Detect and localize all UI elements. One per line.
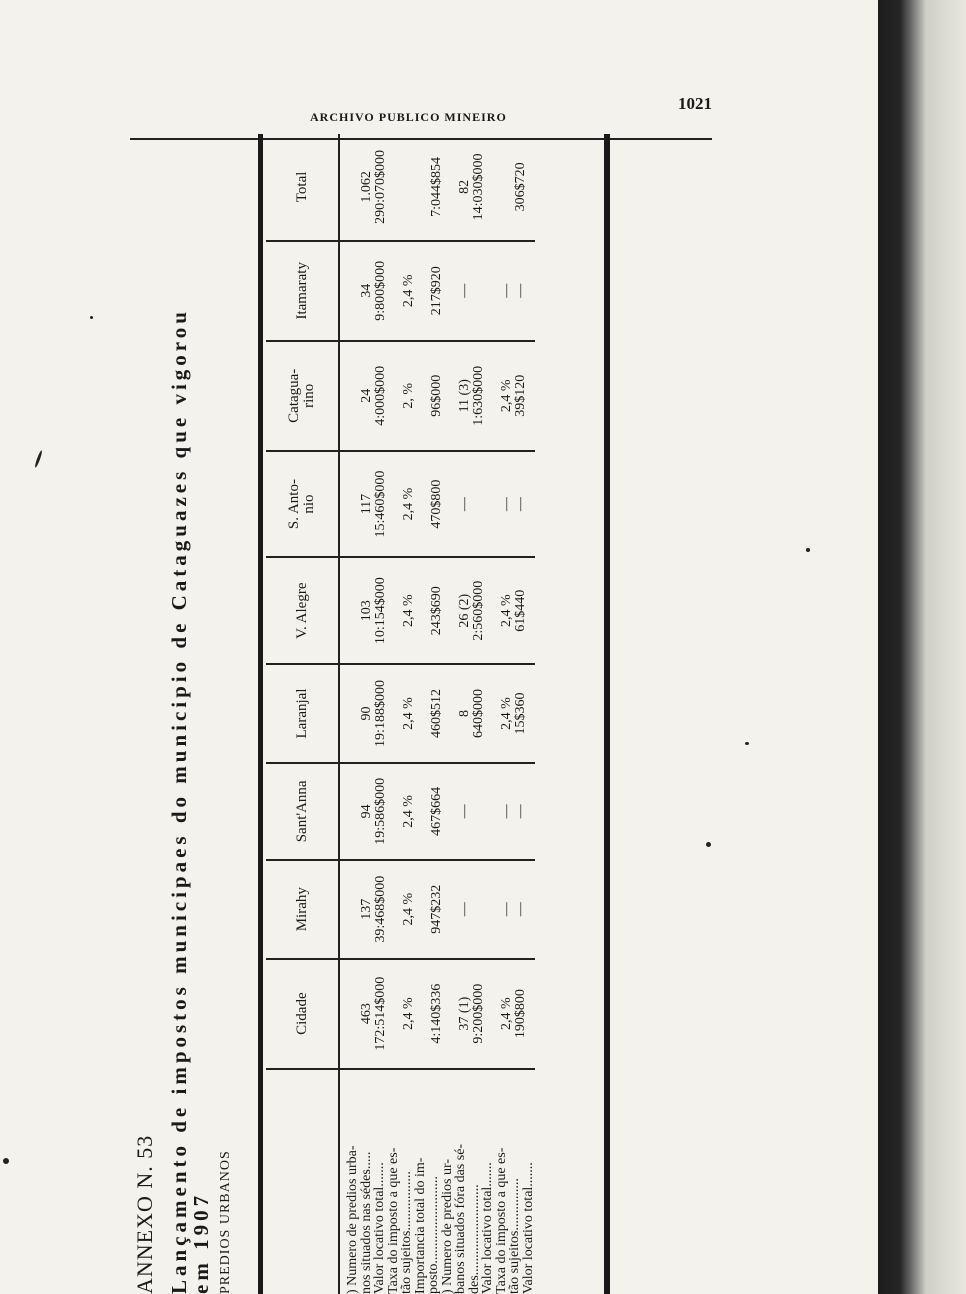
- table-cell: 2,4 %: [401, 892, 416, 926]
- spacer: [346, 244, 360, 338]
- column-laranjal: [339, 664, 535, 763]
- table-cell: 2, %: [401, 382, 416, 409]
- spacer: [486, 454, 500, 555]
- table-cell: —: [457, 283, 472, 298]
- table-cell: 4:000$000: [373, 365, 388, 426]
- column-mirahy: [339, 860, 535, 959]
- table-cell: 217$920: [429, 266, 444, 316]
- spacer: [486, 560, 500, 661]
- table-cell: [472, 454, 486, 555]
- table-cell: 15$360: [513, 692, 528, 735]
- table-cell: [472, 766, 486, 857]
- table-cell: 2,4 %: [401, 997, 416, 1030]
- table-cell: 2,4 %: [401, 697, 416, 730]
- table-cell: 947$232: [429, 884, 444, 934]
- spacer: [486, 962, 500, 1066]
- ink-speck: [90, 316, 93, 319]
- table-cell: 463: [359, 1003, 374, 1025]
- table-cell: 9:800$000: [373, 260, 388, 321]
- rotated-content: [60, 134, 810, 1294]
- running-title: ARCHIVO PUBLICO MINEIRO: [310, 110, 507, 124]
- table-cell: 2,4 %: [401, 487, 416, 521]
- col-header: Sant'Anna: [266, 763, 339, 860]
- spacer: [486, 136, 500, 238]
- spacer: [388, 344, 402, 448]
- spacer: [416, 667, 430, 760]
- table-cell: —: [457, 497, 472, 512]
- table-cell: —: [457, 804, 472, 819]
- table-cell: 2,4 %: [499, 997, 514, 1030]
- spacer: [444, 244, 458, 338]
- spacer: [444, 344, 458, 448]
- table-cell: —: [499, 497, 514, 512]
- table-cell: 26 (2): [457, 593, 472, 628]
- table-cell: 290:070$000: [373, 149, 388, 224]
- table-cell: 190$800: [513, 989, 528, 1039]
- row-label: Taxa do imposto a que es-: [493, 1147, 509, 1294]
- row-label: posto.........................: [426, 1176, 441, 1294]
- row-label: nos situados nas sédes.....: [358, 1151, 374, 1294]
- spacer: [486, 344, 500, 448]
- table-cell: 90: [359, 706, 374, 721]
- spacer: [444, 454, 458, 555]
- heading-line-1: Lançamento de impostos municipaes do municipio de Cataguazes que vigorou: [167, 308, 191, 1294]
- spacer: [486, 863, 500, 956]
- row-label: Valor locativo total.......: [520, 1162, 536, 1294]
- page-binding-edge: [878, 0, 966, 1294]
- table-cell: 14:030$000: [471, 153, 486, 221]
- table-cell: 24: [359, 388, 374, 403]
- ink-speck: [3, 1158, 9, 1164]
- table-cell: 1:630$000: [471, 365, 486, 426]
- row-label: Valor locativo total.......: [480, 1162, 495, 1294]
- table-cell: —: [499, 283, 514, 298]
- spacer: [346, 962, 360, 1066]
- spacer: [444, 766, 458, 857]
- table-cell: [500, 136, 514, 238]
- table-cell: —: [457, 902, 472, 917]
- spacer: [416, 863, 430, 956]
- table-cell: 470$800: [429, 479, 444, 529]
- spacer: [346, 766, 360, 857]
- heading-line-2: em 1907: [189, 1191, 213, 1294]
- spacer: [444, 667, 458, 760]
- col-header: V. Alegre: [266, 557, 339, 664]
- column-total: [339, 134, 535, 241]
- table-cell: 34: [359, 283, 374, 298]
- spacer: [346, 560, 360, 661]
- spacer: [444, 560, 458, 661]
- spacer: [388, 766, 402, 857]
- col-header: Laranjal: [266, 664, 339, 763]
- corner-cell: [266, 1069, 339, 1294]
- spacer: [444, 962, 458, 1066]
- row-label: ) Numero de predios ur-: [439, 1158, 455, 1294]
- ink-speck: [706, 842, 711, 847]
- spacer: [388, 244, 402, 338]
- spacer: [346, 344, 360, 448]
- spacer: [388, 136, 402, 238]
- table-cell: 19:586$000: [373, 777, 388, 845]
- table-cell: 2,4 %: [499, 379, 514, 413]
- table-cell: —: [513, 804, 528, 819]
- spacer: [388, 863, 402, 956]
- table-cell: —: [513, 902, 528, 917]
- table-cell: —: [513, 497, 528, 512]
- column-cataguarino: [339, 341, 535, 451]
- column-s-antonio: [339, 451, 535, 558]
- table-cell: 8: [457, 710, 472, 717]
- spacer: [416, 766, 430, 857]
- table-cell: [472, 863, 486, 956]
- table-cell: 39:468$000: [373, 875, 388, 943]
- table-cell: 2:560$000: [471, 580, 486, 641]
- column-v-alegre: [339, 557, 535, 664]
- ink-speck: [806, 548, 810, 552]
- row-label: banos situados fóra das sé-: [453, 1143, 468, 1294]
- spacer: [416, 244, 430, 338]
- table-cell: 103: [359, 600, 374, 622]
- spacer: [444, 863, 458, 956]
- spacer: [388, 667, 402, 760]
- spacer: [388, 962, 402, 1066]
- column-itamaraty: [339, 241, 535, 341]
- table-cell: 2,4 %: [401, 594, 416, 628]
- table-cell: 4:140$336: [429, 983, 444, 1044]
- table-cell: 467$664: [429, 786, 444, 836]
- table-frame-bottom: [604, 134, 610, 1294]
- col-header: Total: [266, 134, 339, 241]
- col-header: Cidade: [266, 959, 339, 1069]
- col-header: Itamaraty: [266, 241, 339, 341]
- ink-speck: [745, 742, 749, 745]
- table-cell: 640$000: [471, 689, 486, 738]
- table-cell: —: [499, 902, 514, 917]
- spacer: [416, 454, 430, 555]
- row-label: ) Numero de predios urba-: [345, 1145, 360, 1294]
- spacer: [416, 344, 430, 448]
- spacer: [486, 667, 500, 760]
- column-cidade: [339, 959, 535, 1069]
- table-cell: 9:200$000: [471, 983, 486, 1044]
- spacer: [444, 136, 458, 238]
- tax-table: [266, 134, 535, 1294]
- header-row: [266, 134, 339, 1294]
- table-cell: 2,4 %: [499, 594, 514, 628]
- spacer: [416, 560, 430, 661]
- col-header: S. Anto- nio: [266, 451, 339, 558]
- row-label: Taxa do imposto a que es-: [385, 1147, 401, 1294]
- table-cell: 10:154$000: [373, 577, 388, 645]
- body-row: [339, 134, 535, 1294]
- spacer: [486, 244, 500, 338]
- table-cell: 11 (3): [457, 379, 472, 413]
- spacer: [346, 454, 360, 555]
- table-cell: 82: [457, 179, 472, 194]
- spacer: [388, 560, 402, 661]
- table-cell: [472, 244, 486, 338]
- spacer: [416, 136, 430, 238]
- spacer: [346, 667, 360, 760]
- row-label: Valor locativo total.......: [372, 1162, 387, 1294]
- row-label: des..........................: [466, 1184, 482, 1294]
- table-cell: 172:514$000: [373, 976, 388, 1051]
- ink-speck: [34, 450, 43, 468]
- spacer: [416, 962, 430, 1066]
- table-cell: 117: [359, 493, 374, 515]
- table-cell: 39$120: [513, 374, 528, 417]
- table-cell: 243$690: [429, 586, 444, 636]
- col-header: Mirahy: [266, 860, 339, 959]
- table-cell: 7:044$854: [429, 156, 444, 217]
- page-number: 1021: [678, 94, 712, 113]
- table-cell: 61$440: [513, 589, 528, 632]
- spacer: [346, 136, 360, 238]
- col-header: Catagua- rino: [266, 341, 339, 451]
- table-frame-top: [258, 134, 263, 1294]
- table-cell: 1.062: [359, 171, 374, 203]
- section-label: PREDIOS URBANOS: [218, 1150, 233, 1294]
- table-cell: 2,4 %: [499, 697, 514, 730]
- table-cell: [402, 136, 416, 238]
- column-santanna: [339, 763, 535, 860]
- row-label: Importancia total do im-: [412, 1157, 428, 1294]
- spacer: [486, 766, 500, 857]
- table-cell: —: [499, 804, 514, 819]
- spacer: [346, 863, 360, 956]
- row-label: tão sujeitos...............: [507, 1178, 522, 1294]
- table-cell: 2,4 %: [401, 274, 416, 308]
- table-cell: 2,4 %: [401, 795, 416, 828]
- table-cell: 15:460$000: [373, 470, 388, 538]
- annex-number: ANNEXO N. 53: [132, 1134, 157, 1294]
- table-cell: 19:188$000: [373, 680, 388, 747]
- table-cell: 37 (1): [457, 996, 472, 1031]
- spacer: [388, 454, 402, 555]
- row-label: tão sujeitos.................: [399, 1171, 414, 1294]
- table-cell: 460$512: [429, 689, 444, 738]
- table-cell: —: [513, 283, 528, 298]
- table-cell: 306$720: [513, 162, 528, 212]
- document-heading: [168, 134, 212, 1294]
- row-labels-cell: [339, 1069, 535, 1294]
- table-cell: 96$000: [429, 374, 444, 417]
- table-cell: 94: [359, 804, 374, 819]
- table-cell: 137: [359, 898, 374, 920]
